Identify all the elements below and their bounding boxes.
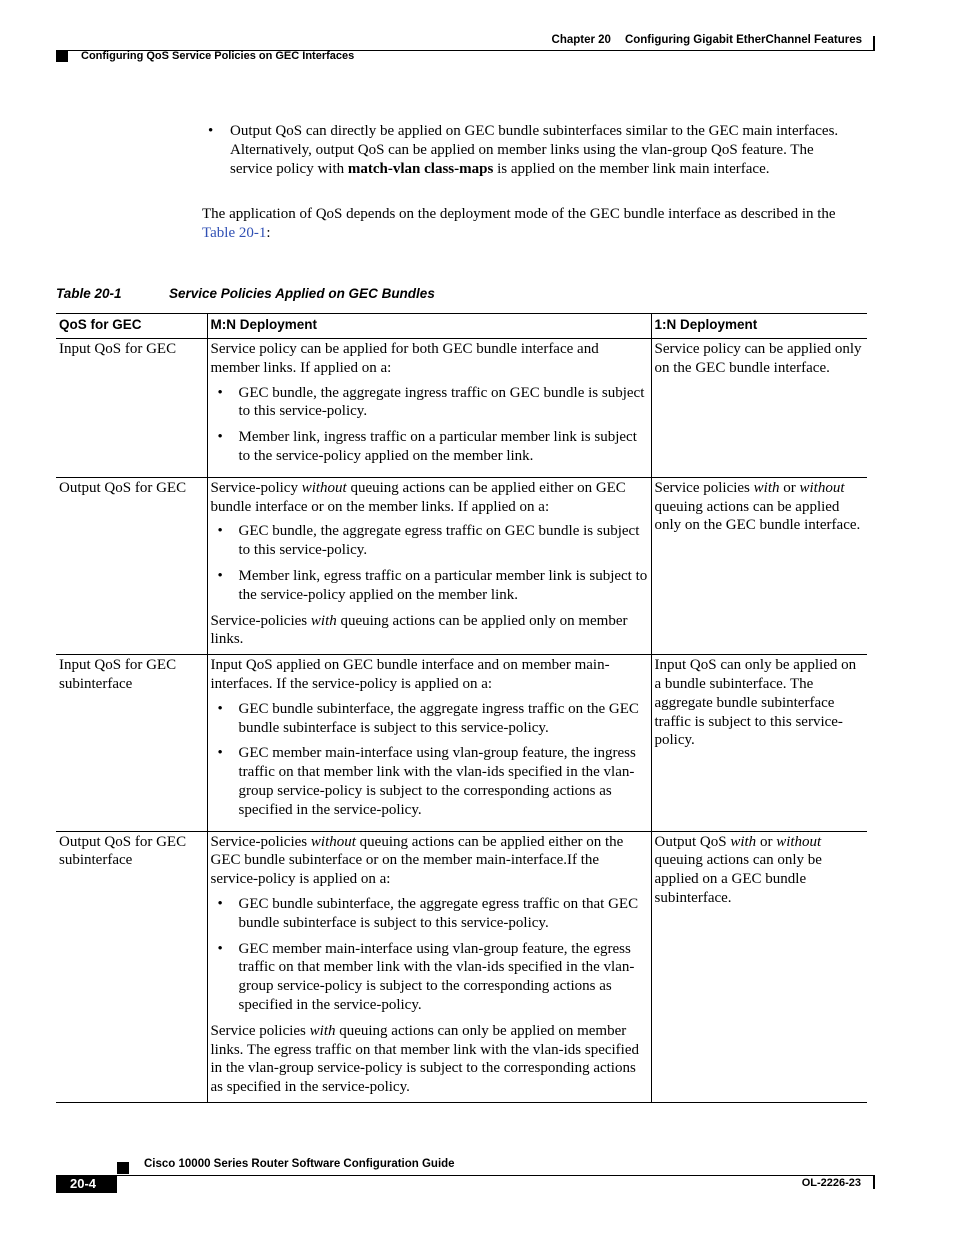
cell-intro-text: Service policy can be applied for both GEC bundle interface and member links. If applied on a: bbox=[210, 341, 599, 376]
text-run: queuing actions can only be applied on a GEC bundle subinterface. bbox=[654, 852, 822, 906]
qos-type-cell: Input QoS for GEC bbox=[56, 339, 207, 478]
text-run: queuing actions can be applied only on member links. bbox=[210, 612, 628, 648]
header-marker-block bbox=[56, 50, 68, 62]
paragraph-text: The application of QoS depends on the deployment mode of the GEC bundle interface as described in the bbox=[202, 206, 836, 222]
cell-bullet-list bbox=[211, 700, 648, 820]
paragraph-text: : bbox=[266, 224, 271, 241]
chapter-number: Chapter 20 bbox=[551, 34, 611, 46]
text-run: queuing actions can be applied only on the GEC bundle interface. bbox=[654, 498, 861, 534]
text-run: or bbox=[779, 479, 800, 496]
footer-rule bbox=[117, 1175, 874, 1176]
list-item: • GEC bundle subinterface, the aggregate ingress traffic on the GEC bundle subinterface is subject to this service-policy. bbox=[211, 700, 648, 738]
text-run: Service-policy bbox=[210, 479, 302, 496]
table-row bbox=[56, 477, 867, 654]
table-caption bbox=[56, 286, 435, 301]
emphasis-text: without bbox=[310, 833, 356, 850]
qos-type-cell: Output QoS for GEC bbox=[56, 477, 207, 654]
mn-deployment-cell bbox=[207, 477, 651, 654]
cell-followup-text bbox=[211, 1022, 648, 1097]
emphasis-text: without bbox=[301, 479, 347, 496]
header-tick-mark bbox=[873, 36, 875, 51]
cell-bullet-list bbox=[211, 895, 648, 1015]
page-number: 20-4 bbox=[56, 1175, 117, 1193]
table-reference-link[interactable]: Table 20-1 bbox=[202, 224, 267, 241]
cell-followup-text bbox=[211, 612, 648, 650]
footer-tick-mark bbox=[873, 1175, 875, 1189]
intro-bullet-item bbox=[208, 122, 853, 178]
table-row bbox=[56, 655, 867, 831]
text-run: or bbox=[756, 833, 777, 850]
text-run: Service-policies bbox=[210, 833, 311, 850]
footer-guide-title: Cisco 10000 Series Router Software Configuration Guide bbox=[144, 1158, 455, 1170]
table-caption-label: Table 20-1 bbox=[56, 286, 122, 301]
table-row bbox=[56, 831, 867, 1102]
text-run: queuing actions can be applied either on GEC bundle interface or on the member links. If applied on a: bbox=[210, 479, 626, 515]
table-caption-title: Service Policies Applied on GEC Bundles bbox=[169, 286, 435, 301]
cell-intro-text bbox=[211, 479, 648, 517]
cell-intro-text: Input QoS applied on GEC bundle interface and on member main-interfaces. If the service-policy is applied on a: bbox=[210, 657, 610, 692]
document-number: OL-2226-23 bbox=[801, 1177, 861, 1189]
list-item: • GEC bundle subinterface, the aggregate egress traffic on that GEC bundle subinterface is subject to this service-policy. bbox=[211, 895, 648, 933]
bullet-text-part: is applied on the member link main interface. bbox=[493, 160, 770, 177]
list-item: • GEC bundle, the aggregate egress traffic on GEC bundle is subject to this service-policy. bbox=[211, 522, 648, 560]
text-run: Service-policies bbox=[210, 612, 311, 629]
text-run: queuing actions can only be applied on member links. The egress traffic on that member link with the vlan-ids specified in the vlan-group service-policy is subject to the corresponding actions as specified in the service-policy. bbox=[210, 1022, 640, 1096]
body-paragraph bbox=[202, 205, 870, 243]
footer-marker-block bbox=[117, 1162, 129, 1174]
service-policies-table bbox=[56, 313, 867, 1103]
emphasis-text: without bbox=[799, 479, 845, 496]
mn-deployment-cell bbox=[207, 831, 651, 1102]
list-item: • GEC bundle, the aggregate ingress traffic on GEC bundle is subject to this service-policy. bbox=[211, 384, 648, 422]
emphasis-text: with bbox=[310, 612, 337, 629]
emphasis-text: with bbox=[309, 1022, 336, 1039]
cell-bullet-list bbox=[211, 522, 648, 604]
qos-type-cell: Output QoS for GEC subinterface bbox=[56, 831, 207, 1102]
qos-type-cell: Input QoS for GEC subinterface bbox=[56, 655, 207, 831]
emphasis-text: with bbox=[730, 833, 757, 850]
emphasis-text: without bbox=[776, 833, 822, 850]
column-header-mn-deployment: M:N Deployment bbox=[207, 314, 651, 339]
mn-deployment-cell bbox=[207, 339, 651, 478]
list-item: • Member link, ingress traffic on a particular member link is subject to the service-policy applied on the member link. bbox=[211, 428, 648, 466]
list-item: • Member link, egress traffic on a particular member link is subject to the service-policy applied on the member link. bbox=[211, 567, 648, 605]
running-header-section: Configuring QoS Service Policies on GEC Interfaces bbox=[81, 50, 355, 62]
text-run: queuing actions can be applied either on the GEC bundle subinterface or on the member main-interface.If the service-policy is applied on a: bbox=[210, 833, 624, 888]
cell-bullet-list bbox=[211, 384, 648, 466]
chapter-title: Configuring Gigabit EtherChannel Features bbox=[624, 34, 862, 46]
running-header-chapter bbox=[552, 34, 862, 46]
table-header-row bbox=[56, 314, 867, 339]
text-run: Service policies bbox=[210, 1022, 310, 1039]
cell-intro-text bbox=[211, 833, 648, 889]
table-row bbox=[56, 339, 867, 478]
text-run: Service policies bbox=[654, 479, 754, 496]
column-header-1n-deployment: 1:N Deployment bbox=[651, 314, 867, 339]
mn-deployment-cell bbox=[207, 655, 651, 831]
one-n-deployment-cell: Service policy can be applied only on the GEC bundle interface. bbox=[651, 339, 867, 478]
list-item: • GEC member main-interface using vlan-group feature, the ingress traffic on that member link with the vlan-ids specified in the vlan-group service-policy is subject to the corresponding actions as specified in the service-policy. bbox=[211, 744, 648, 819]
column-header-qos: QoS for GEC bbox=[56, 314, 207, 339]
one-n-deployment-cell: Input QoS can only be applied on a bundle subinterface. The aggregate bundle subinterface traffic is subject to this service-policy. bbox=[651, 655, 867, 831]
bullet-text-part: Output QoS can directly be applied on GEC bundle subinterfaces similar to the GEC main interfaces. Alternatively, output QoS can be applied on member links using the vlan-group QoS feature. The service policy with bbox=[230, 123, 839, 177]
bullet-dot-icon: • bbox=[208, 123, 214, 139]
bullet-bold-keyword: match-vlan class-maps bbox=[347, 160, 494, 177]
list-item: • GEC member main-interface using vlan-group feature, the egress traffic on that member link with the vlan-ids specified in the vlan-group service-policy is subject to the corresponding actions as specified in the service-policy. bbox=[211, 940, 648, 1015]
text-run: Output QoS bbox=[654, 833, 731, 850]
emphasis-text: with bbox=[753, 479, 780, 496]
one-n-deployment-cell bbox=[651, 831, 867, 1102]
one-n-deployment-cell bbox=[651, 477, 867, 654]
